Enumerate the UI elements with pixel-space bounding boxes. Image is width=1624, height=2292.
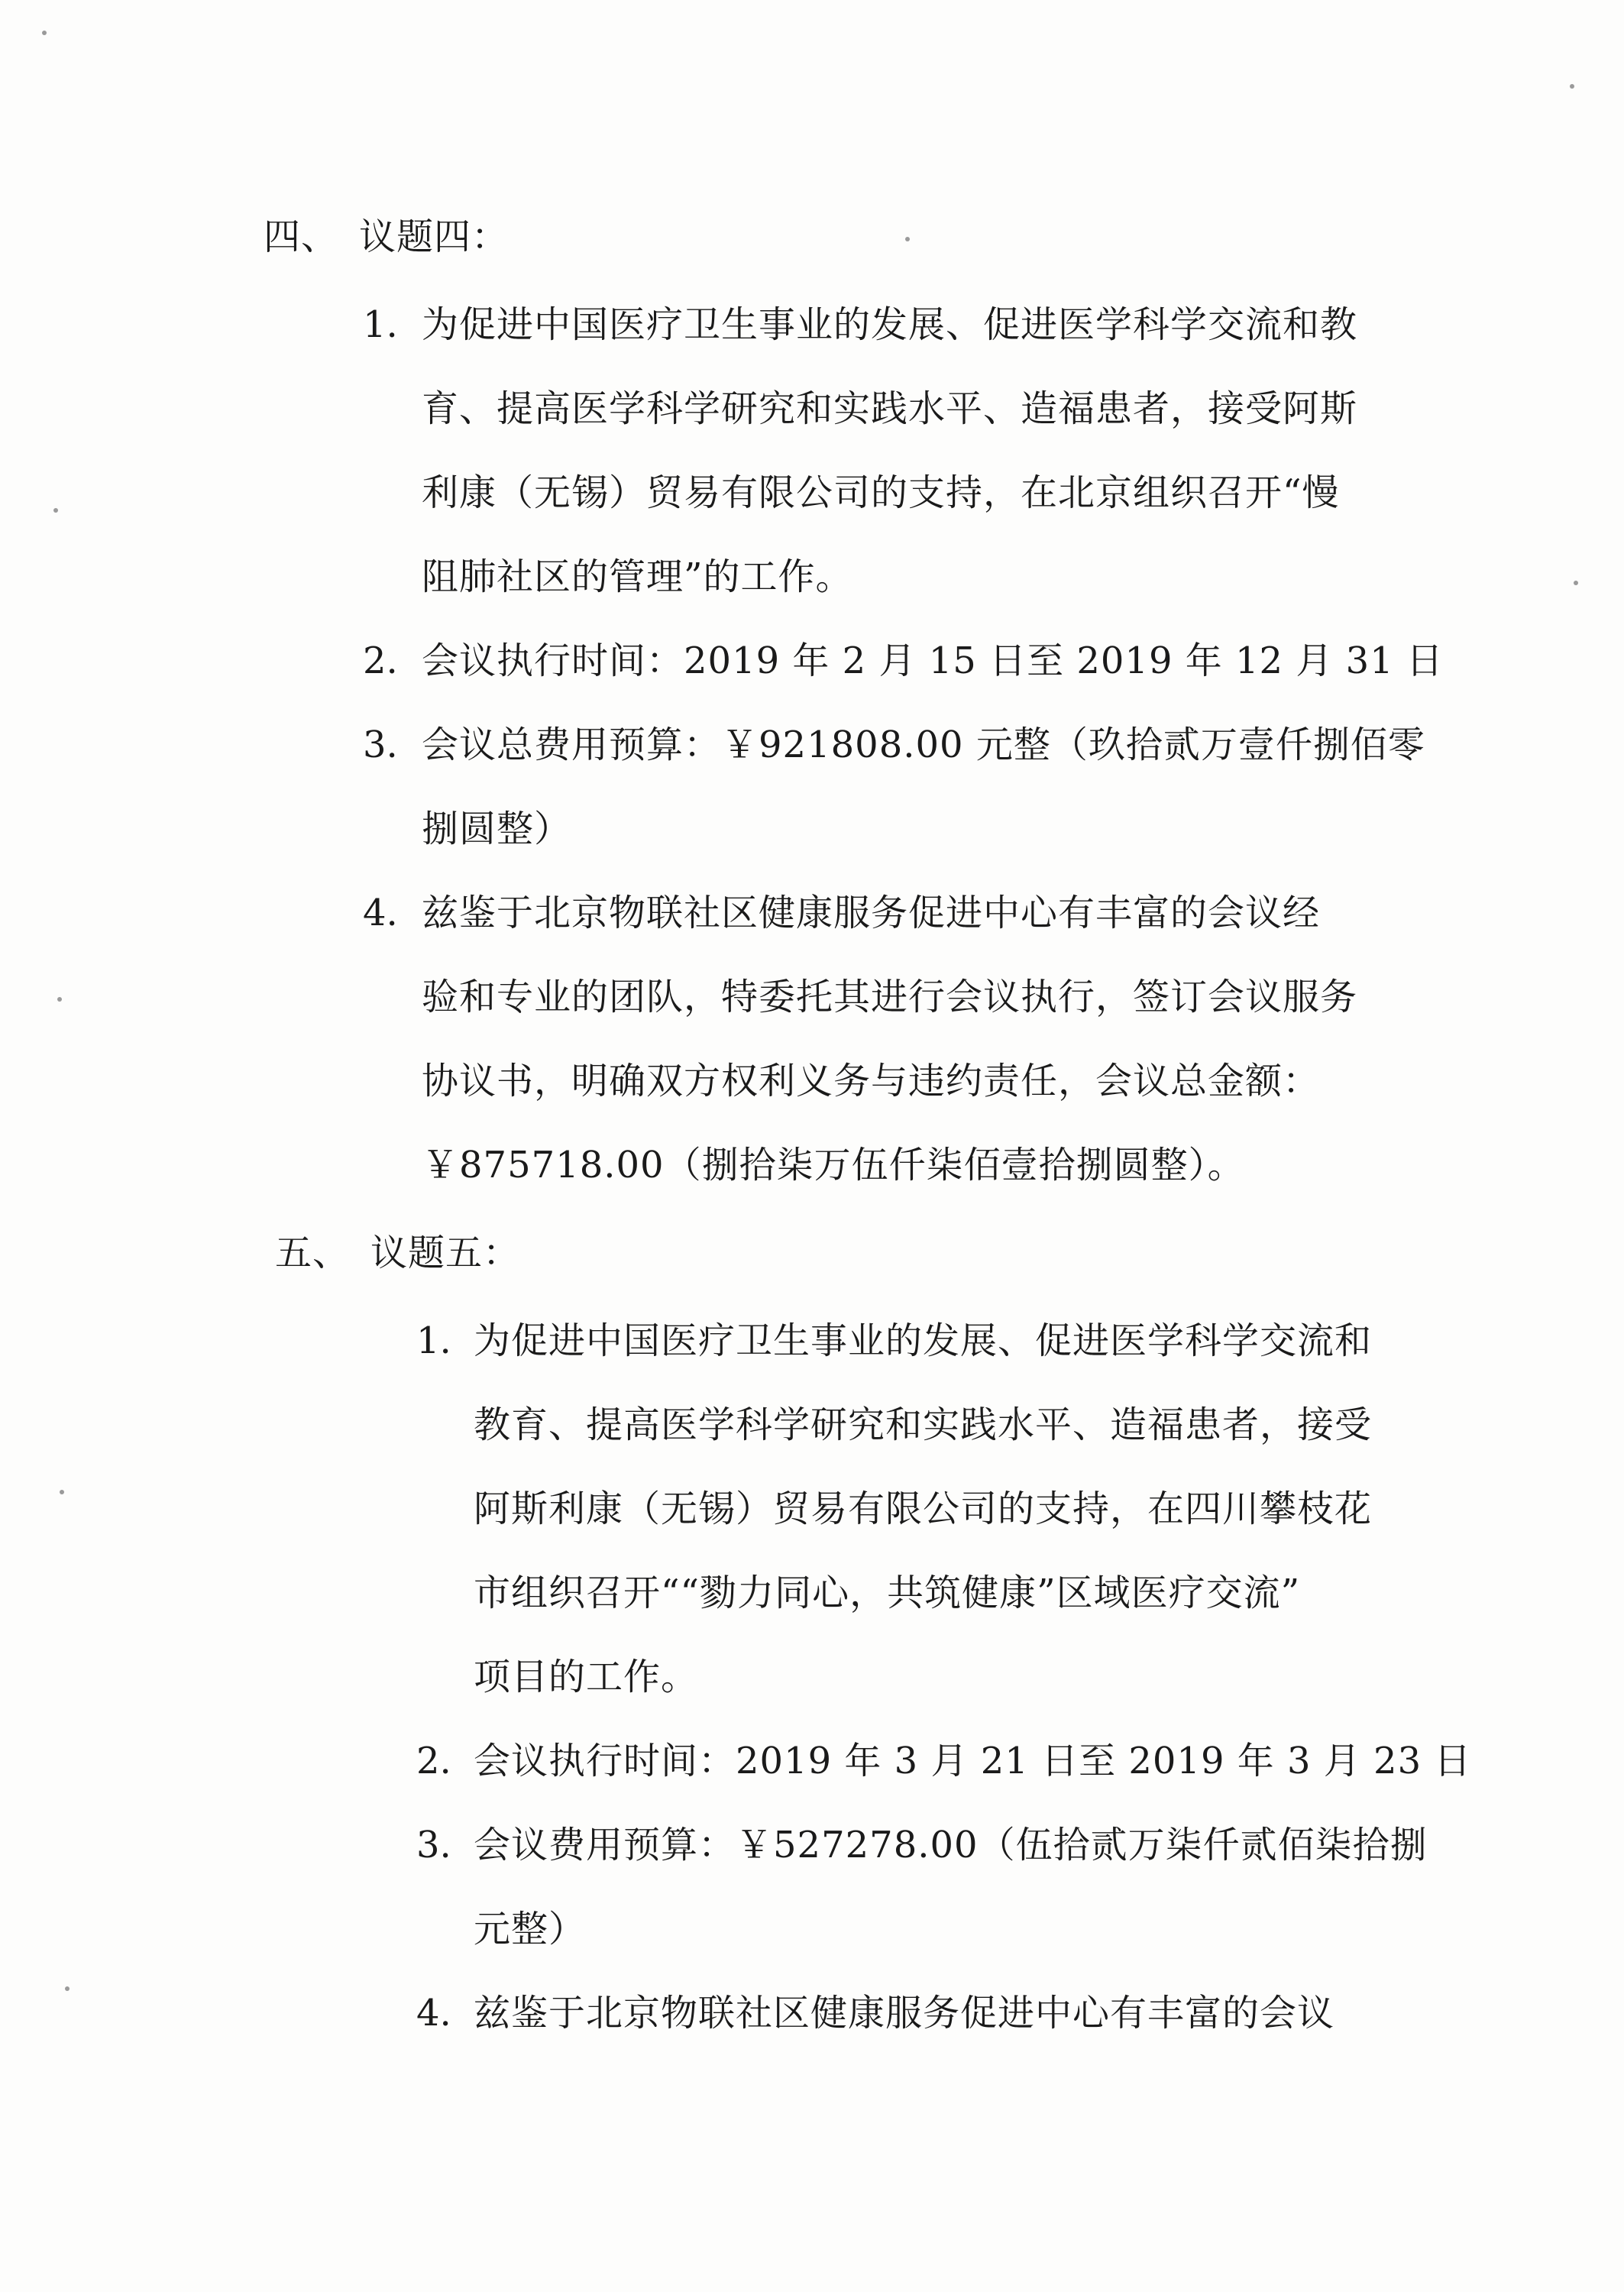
- scan-speck: [1574, 581, 1578, 585]
- section5-item1-number: 1.: [416, 1319, 451, 1362]
- section5-item1-line4: 市组织召开““勠力同心，共筑健康”区域医疗交流”: [474, 1572, 1301, 1614]
- section5-item3-line1: 会议费用预算：￥527278.00（伍拾贰万柒仟贰佰柒拾捌: [474, 1824, 1428, 1866]
- section4-item1-line1: 为促进中国医疗卫生事业的发展、促进医学科学交流和教: [422, 303, 1358, 346]
- section5-item1-line5: 项目的工作。: [474, 1656, 699, 1698]
- section4-item4-line2: 验和专业的团队，特委托其进行会议执行，签订会议服务: [422, 976, 1358, 1018]
- section4-item4-line4: ￥875718.00（捌拾柒万伍仟柒佰壹拾捌圆整）。: [422, 1144, 1245, 1186]
- scan-speck: [1570, 84, 1574, 89]
- section4-item3-line2: 捌圆整）: [422, 808, 572, 850]
- section5-item2-number: 2.: [416, 1740, 451, 1782]
- section4-item1-line4: 阻肺社区的管理”的工作。: [422, 555, 853, 598]
- scan-speck: [65, 1986, 70, 1991]
- scan-speck: [53, 508, 58, 513]
- section4-item3-number: 3.: [363, 724, 398, 766]
- section5-heading-title: 议题五：: [370, 1232, 521, 1274]
- section4-item2-line1: 会议执行时间：2019 年 2 月 15 日至 2019 年 12 月 31 日: [422, 639, 1444, 682]
- section4-item2-number: 2.: [363, 639, 398, 682]
- section4-heading-number: 四、: [264, 215, 339, 258]
- scan-speck: [905, 237, 910, 241]
- section5-item3-line2: 元整）: [474, 1908, 587, 1950]
- section4-item4-number: 4.: [363, 892, 398, 934]
- scan-speck: [60, 1490, 64, 1494]
- scan-speck: [42, 31, 47, 35]
- section5-item3-number: 3.: [416, 1824, 451, 1866]
- section5-heading-number: 五、: [275, 1232, 351, 1274]
- section5-item1-line2: 教育、提高医学科学研究和实践水平、造福患者，接受: [474, 1403, 1373, 1446]
- section4-item3-line1: 会议总费用预算：￥921808.00 元整（玖拾贰万壹仟捌佰零: [422, 724, 1425, 766]
- section5-item4-line1: 兹鉴于北京物联社区健康服务促进中心有丰富的会议: [474, 1992, 1335, 2035]
- section5-item1-line3: 阿斯利康（无锡）贸易有限公司的支持，在四川攀枝花: [474, 1488, 1373, 1530]
- section4-item1-number: 1.: [363, 303, 398, 346]
- section4-item4-line3: 协议书，明确双方权利义务与违约责任，会议总金额：: [422, 1060, 1321, 1102]
- section5-item1-line1: 为促进中国医疗卫生事业的发展、促进医学科学交流和: [474, 1319, 1373, 1362]
- section4-item1-line2: 育、提高医学科学研究和实践水平、造福患者，接受阿斯: [422, 387, 1358, 430]
- scan-speck: [57, 997, 62, 1002]
- section4-item1-line3: 利康（无锡）贸易有限公司的支持，在北京组织召开“慢: [422, 471, 1340, 514]
- section4-heading-title: 议题四：: [359, 215, 510, 258]
- section5-item4-number: 4.: [416, 1992, 451, 2035]
- section5-item2-line1: 会议执行时间：2019 年 3 月 21 日至 2019 年 3 月 23 日: [474, 1740, 1472, 1782]
- section4-item4-line1: 兹鉴于北京物联社区健康服务促进中心有丰富的会议经: [422, 892, 1321, 934]
